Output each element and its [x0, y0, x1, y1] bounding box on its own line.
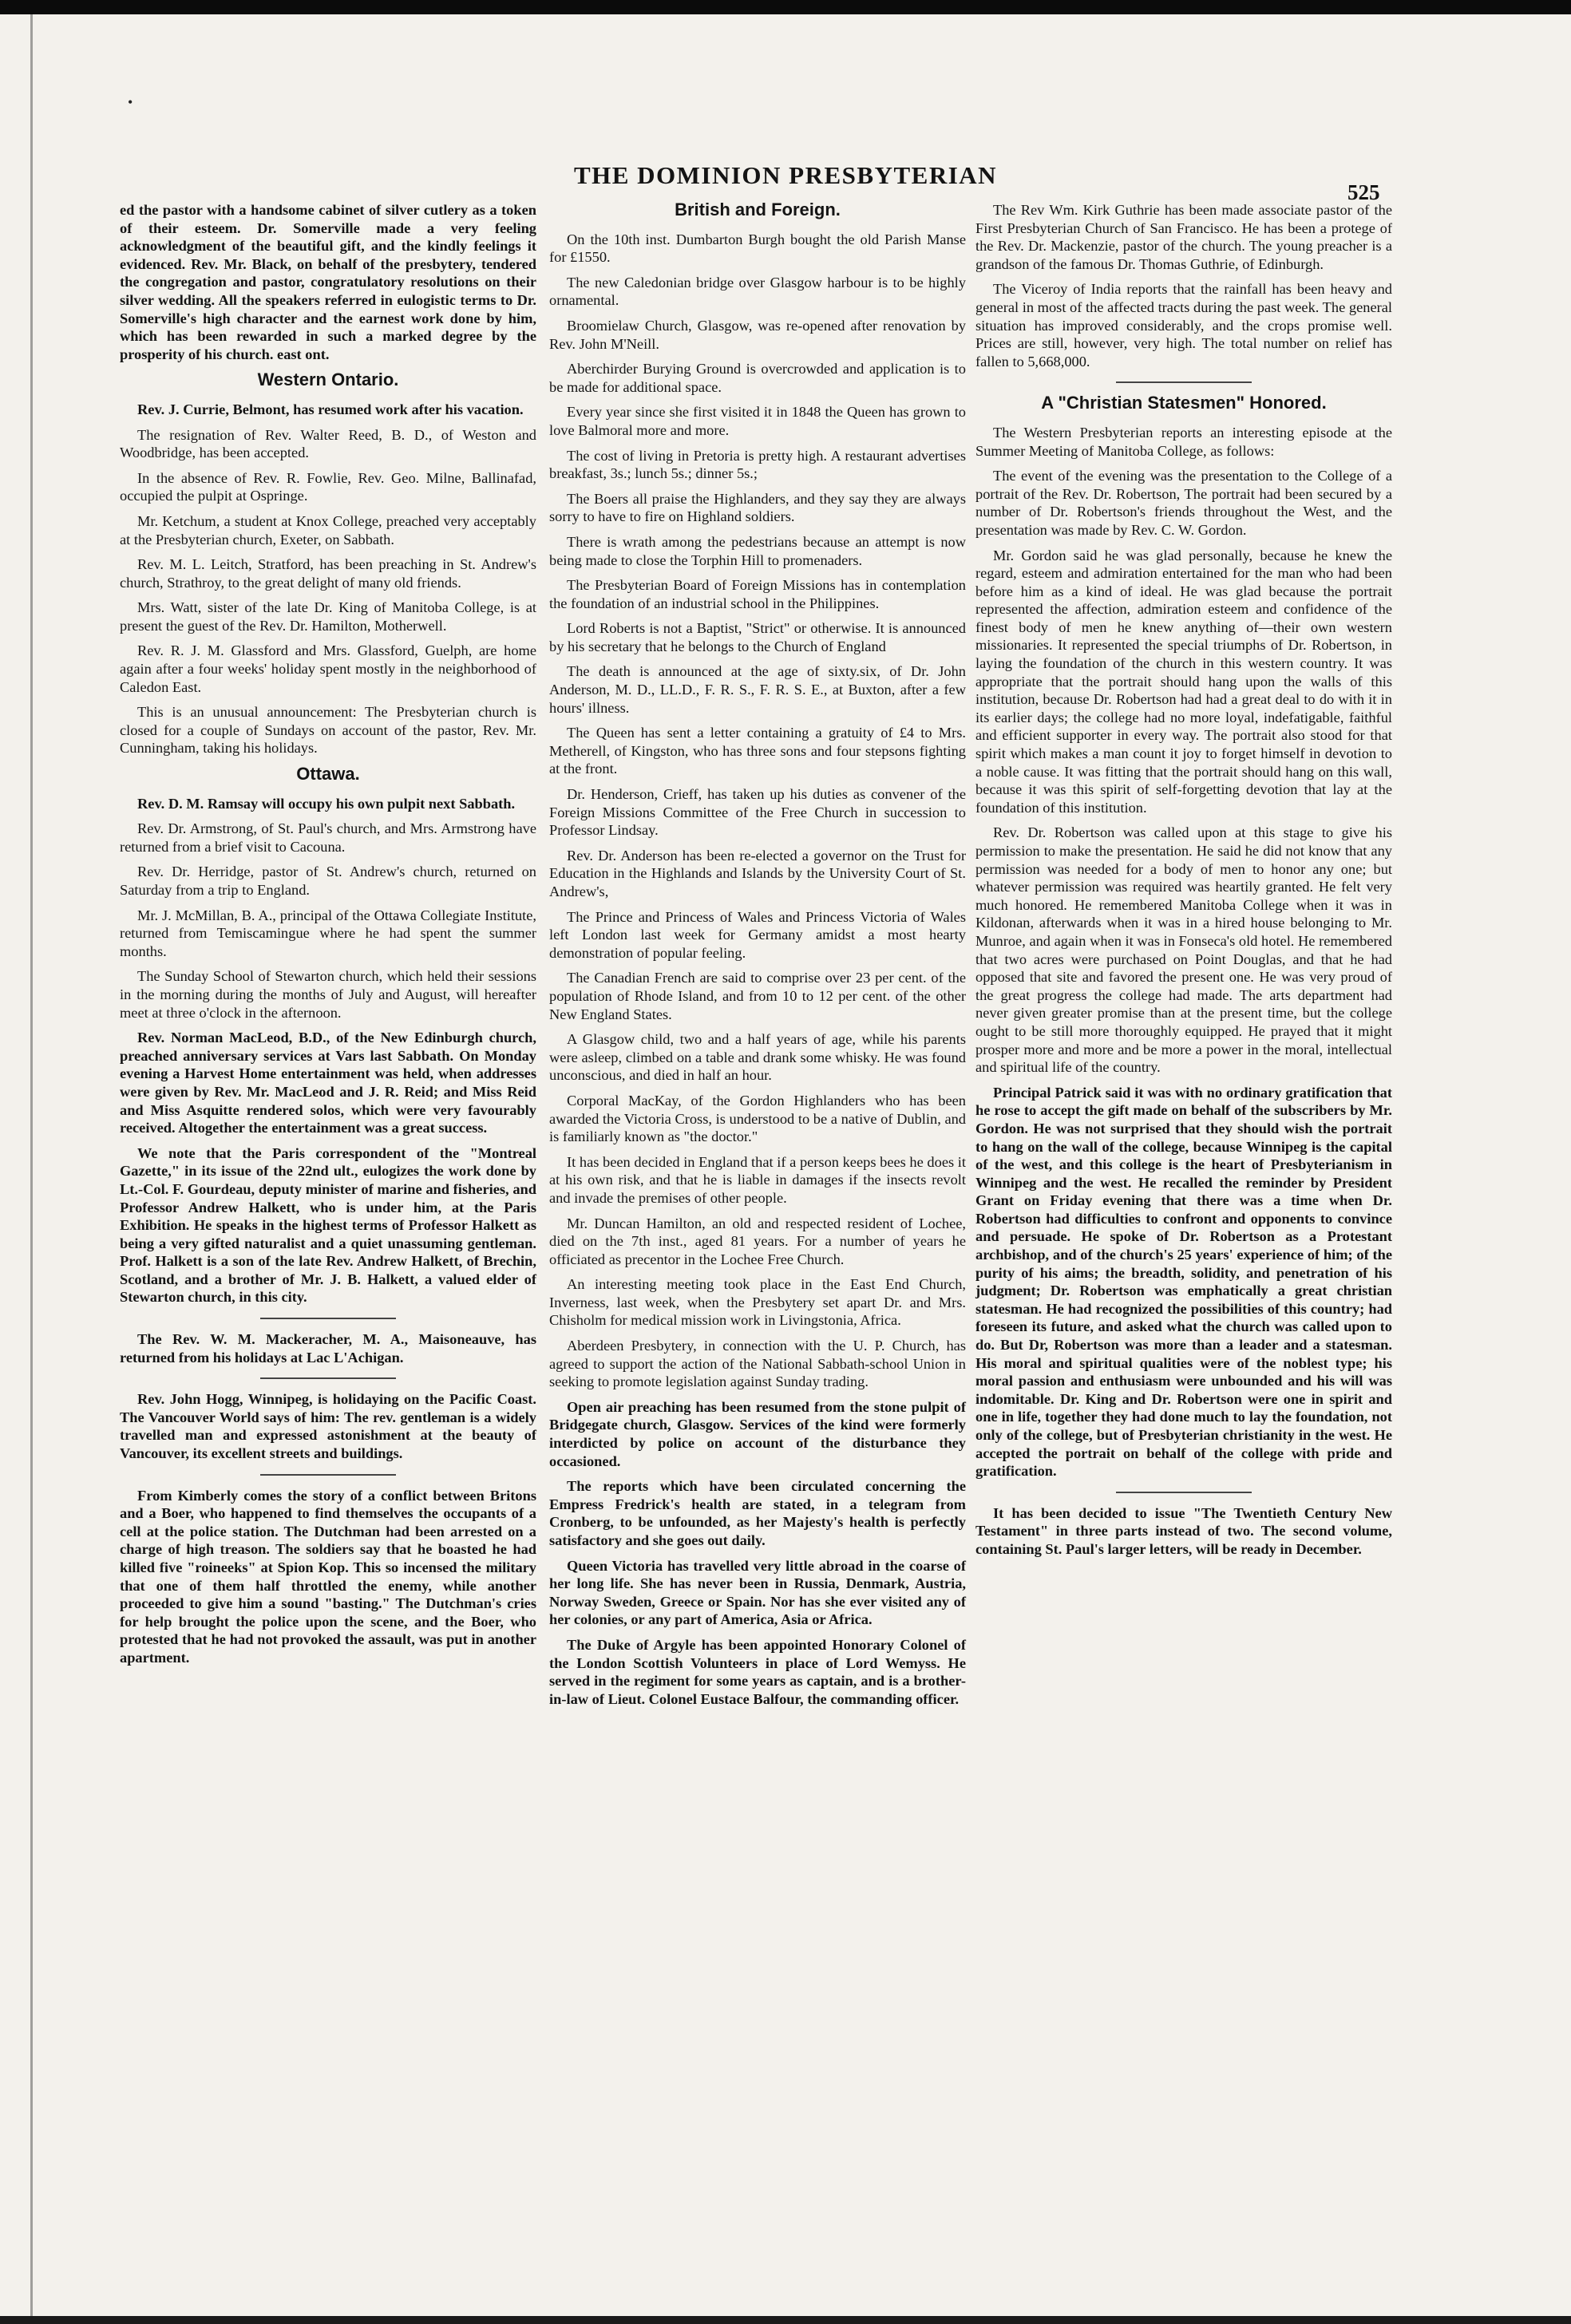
article-paragraph: The Western Presbyterian reports an interesting episode at the Summer Meeting of Manitoba College, as follows:: [975, 424, 1392, 459]
article-paragraph: ed the pastor with a handsome cabinet of silver cutlery as a token of their esteem. Dr. Somerville made a very feeling acknowledgment of the beautiful gift, and the kindly feelings it evidenced. Rev. Mr. Black, on behalf of the presbytery, tendered the congregation and pastor, congratulatory resolutions on their silver wedding. All the speakers referred in eulogistic terms to Dr. Somerville's high character and the earnest work done by him, which has been rewarded in such a marked degree by the prosperity of his church. east ont.: [120, 202, 536, 362]
article-paragraph: The event of the evening was the presentation to the College of a portrait of the Rev. Dr. Robertson, The portrait had been secured by a number of Dr. Robertson's friends throughout the West, and the presentation was made by Rev. C. W. Gordon.: [975, 468, 1392, 538]
section-heading-western-ontario: Western Ontario.: [257, 370, 399, 390]
news-item: It has been decided in England that if a person keeps bees he does it at his own risk, and that he is liable in damages if the insects revolt and invade the premises of other people.: [549, 1153, 966, 1206]
news-item: Mr. J. McMillan, B. A., principal of the Ottawa Collegiate Institute, returned from Temiscamingue where he had spent the summer months.: [120, 907, 536, 959]
news-item: The Presbyterian Board of Foreign Missions has in contemplation the foundation of an industrial school in the Philippines.: [549, 577, 966, 611]
news-item: Broomielaw Church, Glasgow, was re-opened after renovation by Rev. John M'Neill.: [549, 317, 966, 352]
news-item: Mr. Ketchum, a student at Knox College, preached very acceptably at the Presbyterian church, Exeter, on Sabbath.: [120, 512, 536, 547]
article-paragraph: Mr. Gordon said he was glad personally, because he knew the regard, esteem and admiration entertained for the man who had been before him as a kind of ideal. He was glad because the portrait represented the affection, admiration esteem and confidence of the finest body of men he knew anything of—their own western missionaries. It represented the special triumphs of Dr. Robertson, in laying the foundation of the church in this western country. It was appropriate that the portrait should hang upon the walls of this institution, because Dr. Robertson had had a great deal to do with it in its earlier days; the college had no more loyal, indefatigable, faithful and efficient supporter in every way. The portrait also stood for that spirit which makes a man count it joy to forget himself in devotion to a noble cause. It was fitting that the portrait should hang on this wall, because it was this spirit of self-forgetting devotion that lay at the foundation of this institution.: [975, 547, 1392, 816]
column-1: [120, 201, 536, 1674]
article-headline-christian-statesmen: A "Christian Statesmen" Honored.: [1041, 393, 1327, 413]
news-item: This is an unusual announcement: The Presbyterian church is closed for a couple of Sundays on account of the pastor, Rev. Mr. Cunningham, taking his holidays.: [120, 704, 536, 757]
news-item: An interesting meeting took place in the East End Church, Inverness, last week, when the Presbytery set apart Dr. and Mrs. Chisholm for medical mission work in Livingstonia, Africa.: [549, 1276, 966, 1329]
news-item: The Rev. W. M. Mackeracher, M. A., Maisoneauve, has returned from his holidays at Lac L'Achigan.: [120, 1331, 536, 1366]
divider-rule: [1116, 1492, 1252, 1493]
scan-bottom-border: [0, 2316, 1571, 2324]
news-item: There is wrath among the pedestrians because an attempt is now being made to close the Torphin Hill to promenaders.: [549, 533, 966, 568]
divider-rule: [260, 1318, 396, 1319]
news-item: The cost of living in Pretoria is pretty high. A restaurant advertises breakfast, 3s.; lunch 5s.; dinner 5s.;: [549, 447, 966, 482]
news-item: Aberdeen Presbytery, in connection with the U. P. Church, has agreed to support the action of the National Sabbath-school Union in seeking to promote legislation against Sunday trading.: [549, 1338, 966, 1390]
divider-rule: [260, 1474, 396, 1476]
news-item: The Viceroy of India reports that the rainfall has been heavy and general in most of the affected tracts during the past week. The general situation has improved considerably, and the crops promise well. Prices are still, however, very high. The total number on relief has fallen to 5,668,000.: [975, 281, 1392, 370]
news-item: Lord Roberts is not a Baptist, "Strict" or otherwise. It is announced by his secretary that he belongs to the Church of England: [549, 620, 966, 654]
news-item: In the absence of Rev. R. Fowlie, Rev. Geo. Milne, Ballinafad, occupied the pulpit at Ospringe.: [120, 469, 536, 504]
news-item: The death is announced at the age of sixty.six, of Dr. John Anderson, M. D., LL.D., F. R. S., F. R. S. E., at Buxton, after a few hours' illness.: [549, 663, 966, 716]
news-item: Rev. Norman MacLeod, B.D., of the New Edinburgh church, preached anniversary services at Vars last Sabbath. On Monday evening a Harvest Home entertainment was held, when addresses were given by Rev. Mr. MacLeod and J. R. Reid; and Miss Reid and Miss Asquitte rendered solos, which were very favourably received. Altogether the entertainment was a great success.: [120, 1030, 536, 1136]
page-title: THE DOMINION PRESBYTERIAN: [573, 161, 998, 189]
column-2: [549, 201, 966, 1715]
news-item: The Sunday School of Stewarton church, which held their sessions in the morning during the months of July and August, will hereafter meet at three o'clock in the afternoon.: [120, 968, 536, 1021]
news-item: The reports which have been circulated concerning the Empress Fredrick's health are stated, in a telegram from Cronberg, to be unfounded, as her Majesty's health is perfectly satisfactory and she goes out daily.: [549, 1478, 966, 1548]
news-item: We note that the Paris correspondent of the "Montreal Gazette," in its issue of the 22nd ult., eulogizes the work done by Lt.-Col. F. Gourdeau, deputy minister of marine and fisheries, and Professor Andrew Halkett, who is under him, at the Paris Exhibition. He speaks in the highest terms of Professor Halkett as being a very gifted naturalist and a quiet unassuming gentleman. Prof. Halkett is a son of the late Rev. Andrew Halkett, of Brechin, Scotland, and a brother of Mr. J. B. Halkett, a valued elder of Stewarton church, in this city.: [120, 1144, 536, 1306]
news-item: The new Caledonian bridge over Glasgow harbour is to be highly ornamental.: [549, 274, 966, 309]
news-item: Rev. J. Currie, Belmont, has resumed work after his vacation.: [137, 401, 524, 417]
scan-speck: •: [128, 94, 133, 110]
column-3: [975, 201, 1392, 1566]
section-heading-ottawa: Ottawa.: [296, 764, 360, 785]
news-item: It has been decided to issue "The Twentieth Century New Testament" in three parts instead of two. The second volume, containing St. Paul's larger letters, will be ready in December.: [975, 1504, 1392, 1557]
news-item: Rev. John Hogg, Winnipeg, is holidaying on the Pacific Coast. The Vancouver World says of him: The rev. gentleman is a widely travelled man and expressed astonishment at the beauty of Vancouver, its excellent streets and buildings.: [120, 1391, 536, 1462]
news-item: The Rev Wm. Kirk Guthrie has been made associate pastor of the First Presbyterian Church of San Francisco. He has been a protege of the Rev. Dr. Mackenzie, pastor of the church. The young preacher is a grandson of the famous Dr. Thomas Guthrie, of Edinburgh.: [975, 202, 1392, 272]
news-item: Aberchirder Burying Ground is overcrowded and application is to be made for additional space.: [549, 361, 966, 395]
news-item: Rev. Dr. Armstrong, of St. Paul's church, and Mrs. Armstrong have returned from a brief visit to Cacouna.: [120, 820, 536, 855]
news-item: The Boers all praise the Highlanders, and they say they are always sorry to have to fire on Highland soldiers.: [549, 490, 966, 525]
article-paragraph: Rev. Dr. Robertson was called upon at this stage to give his permission to make the presentation. He said he did not know that any permission was needed for a body of men to honor any one; but whatever permission was required was heartily granted. He felt very much honored. He remembered Manitoba College when it was in Kildonan, afterwards when it was in a hired house belonging to Mr. Munroe, and again when it was in Fonseca's old hotel. He remembered that two acres were purchased on Point Douglas, and that he had opposed that site and favored the present one. He was very proud of the great progress the college had made. The arts department had never given greater promise than at the present time, but the college ought to be still more thoroughly equipped. He prayed that it might prosper more and more and be more a power in the moral, intellectual and spiritual life of the country.: [975, 824, 1392, 1076]
news-item: The Canadian French are said to comprise over 23 per cent. of the population of Rhode Island, and from 10 to 12 per cent. of the other New England States.: [549, 970, 966, 1022]
article-paragraph: Principal Patrick said it was with no ordinary gratification that he rose to accept the gift made on behalf of the subscribers by Mr. Gordon. He was not surprised that they should wish the portrait to hang on the wall of the college, because Winnipeg is the capital of the west, and this college is the heart of Presbyterianism in Winnipeg and the west. He recalled the reminder by President Grant on Friday evening that there was a time when Dr. Robertson had difficulties to confront and opponents to convince and persuade. He spoke of Dr. Robertson as a Protestant archbishop, and of the church's 25 years' experience of him; of the purity of his aims; the breadth, solidity, and penetration of his judgment; Dr. Robertson was emphatically a great christian statesman. He had recognized the possibilities of this country; had foreseen its future, and asked what the church was called upon to do. But Dr, Robertson was more than a leader and a statesman. His moral and spiritual qualities were of the noblest type; his moral passion and enthusiasm were unbounded and his will was indomitable. Dr. King and Dr. Robertson were one in spirit and one in life, together they had done much to lay the foundation, not only of the college, but of Presbyterian christianity in the west. He accepted the portrait on behalf of the college with pride and gratification.: [975, 1084, 1392, 1480]
news-item: From Kimberly comes the story of a conflict between Britons and a Boer, who happened to find themselves the occupants of a cell at the police station. The Dutchman had been arrested on a charge of high treason. The soldiers say that he boasted he had killed five "roineeks" at Spion Kop. This so incensed the military that one of them half throttled the enemy, while another proceeded to give him a sound "basting." The Dutchman's cries for help brought the police upon the scene, and the Boer, who protested that he had not provoked the assault, was put in another apartment.: [120, 1487, 536, 1666]
scan-top-border: [0, 0, 1571, 14]
divider-rule: [260, 1377, 396, 1379]
news-item: The Duke of Argyle has been appointed Honorary Colonel of the London Scottish Volunteers in place of Lord Wemyss. He served in the regiment for some years as captain, and is a brother-in-law of Lieut. Colonel Eustace Balfour, the commanding officer.: [549, 1636, 966, 1707]
section-heading-british-foreign: British and Foreign.: [675, 200, 841, 219]
news-item: Rev. M. L. Leitch, Stratford, has been preaching in St. Andrew's church, Strathroy, to the great delight of many old friends.: [120, 556, 536, 591]
news-item: Open air preaching has been resumed from the stone pulpit of Bridgegate church, Glasgow. Services of the kind were formerly interdicted by police on account of the disturbance they occasioned.: [549, 1398, 966, 1469]
news-item: Rev. R. J. M. Glassford and Mrs. Glassford, Guelph, are home again after a four weeks' holiday spent mostly in the neighborhood of Caledon East.: [120, 642, 536, 695]
news-item: Mrs. Watt, sister of the late Dr. King of Manitoba College, is at present the guest of the Rev. Dr. Hamilton, Motherwell.: [120, 599, 536, 634]
news-item: Corporal MacKay, of the Gordon Highlanders who has been awarded the Victoria Cross, is understood to be a native of Dublin, and is familiarly known as "the doctor.": [549, 1092, 966, 1145]
news-item: Mr. Duncan Hamilton, an old and respected resident of Lochee, died on the 7th inst., aged 81 years. For a number of years he officiated as precentor in the Lochee Free Church.: [549, 1215, 966, 1267]
news-item: A Glasgow child, two and a half years of age, while his parents were asleep, climbed on a table and drank some whisky. He was found unconscious, and died in half an hour.: [549, 1031, 966, 1084]
news-item: Rev. Dr. Anderson has been re-elected a governor on the Trust for Education in the Highlands and Islands by the University Court of St. Andrew's,: [549, 847, 966, 899]
news-item: Rev. Dr. Herridge, pastor of St. Andrew's church, returned on Saturday from a trip to England.: [120, 864, 536, 898]
news-item: The resignation of Rev. Walter Reed, B. D., of Weston and Woodbridge, has been accepted.: [120, 426, 536, 461]
news-item: Rev. D. M. Ramsay will occupy his own pulpit next Sabbath.: [137, 795, 516, 812]
divider-rule: [1116, 381, 1252, 383]
news-item: Every year since she first visited it in 1848 the Queen has grown to love Balmoral more and more.: [549, 404, 966, 438]
news-item: The Prince and Princess of Wales and Princess Victoria of Wales left London last week for Germany amidst a most hearty demonstration of popular feeling.: [549, 908, 966, 961]
scan-left-edge: [30, 14, 33, 2316]
page-number: 525: [1347, 180, 1380, 204]
news-item: On the 10th inst. Dumbarton Burgh bought the old Parish Manse for £1550.: [549, 231, 966, 266]
news-item: The Queen has sent a letter containing a gratuity of £4 to Mrs. Metherell, of Kingston, who has three sons and four stepsons fighting at the front.: [549, 725, 966, 777]
news-item: Queen Victoria has travelled very little abroad in the coarse of her long life. She has never been in Russia, Denmark, Austria, Norway Sweden, Greece or Spain. Nor has she ever visited any of her colonies, or any part of America, Asia or Africa.: [549, 1557, 966, 1628]
news-item: Dr. Henderson, Crieff, has taken up his duties as convener of the Foreign Missions Committee of the Free Church in succession to Professor Lindsay.: [549, 786, 966, 839]
